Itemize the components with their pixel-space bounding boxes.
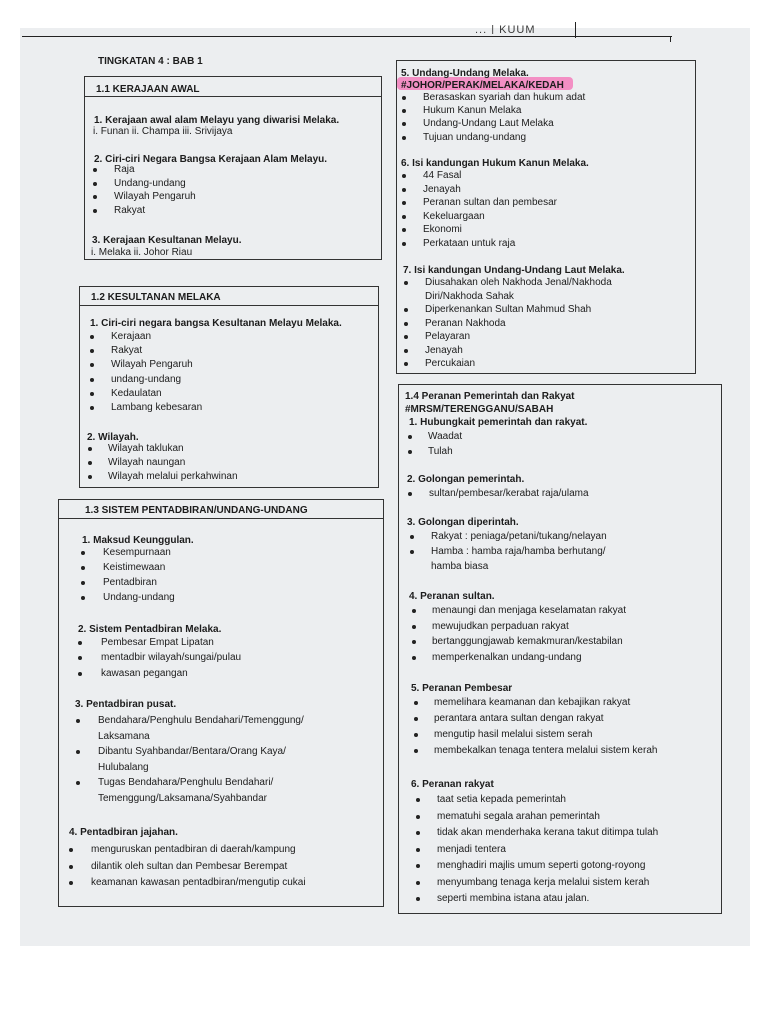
list-item: Peranan Nakhoda bbox=[425, 317, 506, 329]
bullet-dot bbox=[88, 447, 92, 451]
bullet-dot bbox=[78, 641, 82, 645]
list-item: Wilayah taklukan bbox=[108, 443, 184, 454]
bullet-dot bbox=[69, 881, 73, 885]
bullet-dot bbox=[410, 550, 414, 554]
list-item: Perkataan untuk raja bbox=[423, 237, 516, 249]
question-heading: 3. Golongan diperintah. bbox=[407, 517, 519, 528]
section-title: 1.1 KERAJAAN AWAL bbox=[96, 84, 200, 95]
list-item: memperkenalkan undang-undang bbox=[432, 651, 582, 663]
list-item: undang-undang bbox=[111, 373, 182, 385]
page-header: TINGKATAN 4 : BAB 1 bbox=[98, 56, 203, 67]
question-heading: 3. Kerajaan Kesultanan Melayu. bbox=[92, 235, 242, 246]
list-item: keamanan kawasan pentadbiran/mengutip cukai bbox=[91, 877, 306, 888]
list-item: Kekeluargaan bbox=[423, 210, 485, 222]
list-item: menjadi tentera bbox=[437, 843, 506, 855]
bullet-dot bbox=[404, 362, 408, 366]
list-item: dilantik oleh sultan dan Pembesar Berempat bbox=[91, 860, 288, 872]
question-heading: 2. Ciri-ciri Negara Bangsa Kerajaan Alam Melayu. bbox=[94, 154, 328, 165]
question-heading: 5. Peranan Pembesar bbox=[411, 683, 513, 694]
list-item: Wilayah melalui perkahwinan bbox=[108, 471, 238, 483]
list-item: bertanggungjawab kemakmuran/kestabilan bbox=[432, 636, 623, 647]
list-item: mewujudkan perpaduan rakyat bbox=[432, 620, 569, 632]
list-item: seperti membina istana atau jalan. bbox=[437, 893, 590, 904]
bullet-dot bbox=[69, 848, 73, 852]
question-heading: 6. Isi kandungan Hukum Kanun Melaka. bbox=[401, 158, 589, 169]
list-item: sultan/pembesar/kerabat raja/ulama bbox=[429, 488, 589, 499]
list-item: Ekonomi bbox=[423, 224, 462, 235]
bullet-dot bbox=[93, 182, 97, 186]
bullet-dot bbox=[76, 719, 80, 723]
list-item: memelihara keamanan dan kebajikan rakyat bbox=[434, 697, 631, 708]
bullet-dot bbox=[414, 749, 418, 753]
list-item: menaungi dan menjaga keselamatan rakyat bbox=[432, 605, 627, 616]
list-item: Jenayah bbox=[423, 183, 461, 195]
bullet-dot bbox=[402, 215, 406, 219]
bullet-dot bbox=[416, 864, 420, 868]
list-item: Kesempurnaan bbox=[103, 547, 171, 558]
list-item: menguruskan pentadbiran di daerah/kampung bbox=[91, 844, 296, 855]
bullet-dot bbox=[402, 188, 406, 192]
bullet-dot bbox=[402, 228, 406, 232]
question-heading: 1. Maksud Keunggulan. bbox=[82, 535, 194, 546]
list-item: Bendahara/Penghulu Bendahari/Temenggung/ bbox=[98, 715, 304, 726]
bullet-dot bbox=[81, 581, 85, 585]
question-heading: 4. Pentadbiran jajahan. bbox=[69, 827, 178, 838]
list-item: tidak akan menderhaka kerana takut ditimpa tulah bbox=[437, 827, 659, 838]
list-item: mengutip hasil melalui sistem serah bbox=[434, 729, 593, 740]
title-divider bbox=[80, 305, 378, 306]
bullet-dot bbox=[408, 450, 412, 454]
question-heading: 1. Kerajaan awal alam Melayu yang diwarisi Melaka. bbox=[94, 115, 340, 126]
bullet-dot bbox=[408, 435, 412, 439]
bullet-dot bbox=[416, 831, 420, 835]
list-item: Wilayah Pengaruh bbox=[111, 359, 193, 371]
bullet-dot bbox=[404, 281, 408, 285]
list-item: Laksamana bbox=[98, 730, 150, 742]
list-item: membekalkan tenaga tentera melalui sistem kerah bbox=[434, 745, 658, 756]
bullet-dot bbox=[402, 174, 406, 178]
list-item: Waadat bbox=[428, 431, 463, 442]
list-item: Diperkenankan Sultan Mahmud Shah bbox=[425, 304, 592, 315]
list-item: hamba biasa bbox=[431, 561, 489, 572]
bullet-dot bbox=[416, 897, 420, 901]
bullet-dot bbox=[414, 701, 418, 705]
list-item: Peranan sultan dan pembesar bbox=[423, 197, 557, 208]
bullet-dot bbox=[78, 672, 82, 676]
list-item: Rakyat : peniaga/petani/tukang/nelayan bbox=[431, 531, 607, 542]
bullet-dot bbox=[404, 335, 408, 339]
list-item: Pembesar Empat Lipatan bbox=[101, 637, 214, 648]
section-title: 1.4 Peranan Pemerintah dan Rakyat bbox=[405, 391, 575, 402]
list-item: Keistimewaan bbox=[103, 562, 166, 573]
list-item: Temenggung/Laksamana/Syahbandar bbox=[98, 792, 268, 804]
bullet-dot bbox=[404, 322, 408, 326]
bullet-dot bbox=[402, 242, 406, 246]
bullet-dot bbox=[416, 815, 420, 819]
bullet-dot bbox=[76, 781, 80, 785]
list-item: Dibantu Syahbandar/Bentara/Orang Kaya/ bbox=[98, 746, 286, 757]
bullet-dot bbox=[90, 335, 94, 339]
list-item: menyumbang tenaga kerja melalui sistem kerah bbox=[437, 876, 650, 888]
list-item: Kedaulatan bbox=[111, 387, 162, 399]
top-edge-mark bbox=[670, 36, 671, 42]
list-item: Pentadbiran bbox=[103, 577, 157, 588]
bullet-dot bbox=[404, 349, 408, 353]
title-divider bbox=[59, 518, 383, 519]
bullet-dot bbox=[416, 798, 420, 802]
question-heading: 2. Golongan pemerintah. bbox=[407, 474, 525, 485]
list-item: 44 Fasal bbox=[423, 170, 462, 181]
list-item: Wilayah naungan bbox=[108, 457, 186, 469]
bullet-dot bbox=[416, 848, 420, 852]
list-item: perantara antara sultan dengan rakyat bbox=[434, 713, 604, 724]
question-heading: 1. Ciri-ciri negara bangsa Kesultanan Melayu Melaka. bbox=[90, 318, 342, 329]
bullet-dot bbox=[412, 625, 416, 629]
exam-tag: #MRSM/TERENGGANU/SABAH bbox=[405, 404, 554, 415]
bullet-dot bbox=[93, 209, 97, 213]
question-heading: 7. Isi kandungan Undang-Undang Laut Melaka. bbox=[403, 265, 625, 276]
question-heading: 2. Wilayah. bbox=[87, 432, 139, 443]
bullet-dot bbox=[412, 656, 416, 660]
top-fragment: ... | KUUM bbox=[475, 24, 536, 34]
list-item: Undang-Undang Laut Melaka bbox=[423, 118, 554, 130]
bullet-dot bbox=[69, 865, 73, 869]
list-item: Hukum Kanun Melaka bbox=[423, 105, 522, 117]
list-item: mentadbir wilayah/sungai/pulau bbox=[101, 652, 242, 664]
bullet-dot bbox=[93, 168, 97, 172]
section-title: 1.2 KESULTANAN MELAKA bbox=[91, 292, 221, 303]
list-item: Tugas Bendahara/Penghulu Bendahari/ bbox=[98, 777, 274, 788]
question-heading: 5. Undang-Undang Melaka. bbox=[401, 68, 529, 79]
question-heading: 6. Peranan rakyat bbox=[411, 779, 494, 790]
bullet-dot bbox=[93, 195, 97, 199]
list-item: Hamba : hamba raja/hamba berhutang/ bbox=[431, 546, 606, 557]
list-item: Berasaskan syariah dan hukum adat bbox=[423, 92, 586, 103]
list-item: Percukaian bbox=[425, 358, 476, 369]
bullet-dot bbox=[81, 566, 85, 570]
list-item: Tujuan undang-undang bbox=[423, 131, 527, 143]
list-item: taat setia kepada pemerintah bbox=[437, 794, 566, 805]
bullet-dot bbox=[402, 201, 406, 205]
list-item: Lambang kebesaran bbox=[111, 402, 203, 413]
bullet-dot bbox=[412, 609, 416, 613]
list-item: Pelayaran bbox=[425, 331, 471, 342]
list-item: Raja bbox=[114, 164, 135, 175]
section-title: 1.3 SISTEM PENTADBIRAN/UNDANG-UNDANG bbox=[85, 505, 308, 516]
list-item: Rakyat bbox=[114, 204, 146, 216]
bullet-dot bbox=[412, 640, 416, 644]
list-item: Wilayah Pengaruh bbox=[114, 191, 196, 202]
bullet-dot bbox=[404, 308, 408, 312]
list-item: Tulah bbox=[428, 445, 453, 457]
answer-text: i. Melaka ii. Johor Riau bbox=[91, 247, 193, 258]
title-divider bbox=[85, 96, 381, 97]
bullet-dot bbox=[410, 535, 414, 539]
list-item: Rakyat bbox=[111, 345, 143, 357]
list-item: kawasan pegangan bbox=[101, 667, 188, 679]
list-item: Jenayah bbox=[425, 344, 463, 356]
list-item: Undang-undang bbox=[114, 177, 186, 189]
bullet-dot bbox=[81, 551, 85, 555]
list-item: mematuhi segala arahan pemerintah bbox=[437, 810, 600, 822]
question-heading: 2. Sistem Pentadbiran Melaka. bbox=[78, 624, 222, 635]
list-item: menghadiri majlis umum seperti gotong-royong bbox=[437, 860, 646, 871]
bullet-dot bbox=[402, 96, 406, 100]
answer-text: i. Funan ii. Champa iii. Srivijaya bbox=[93, 126, 233, 137]
question-heading: 4. Peranan sultan. bbox=[409, 591, 495, 602]
bullet-dot bbox=[90, 406, 94, 410]
question-heading: 3. Pentadbiran pusat. bbox=[75, 699, 177, 710]
list-item: Hulubalang bbox=[98, 761, 149, 773]
bullet-dot bbox=[416, 881, 420, 885]
bullet-dot bbox=[76, 750, 80, 754]
list-item: Diri/Nakhoda Sahak bbox=[425, 290, 514, 302]
bullet-dot bbox=[81, 596, 85, 600]
bullet-dot bbox=[90, 392, 94, 396]
bullet-dot bbox=[414, 717, 418, 721]
bullet-dot bbox=[90, 378, 94, 382]
list-item: Undang-undang bbox=[103, 592, 175, 603]
list-item: Kerajaan bbox=[111, 331, 152, 342]
bullet-dot bbox=[408, 492, 412, 496]
bullet-dot bbox=[414, 733, 418, 737]
exam-tag: #JOHOR/PERAK/MELAKA/KEDAH bbox=[401, 80, 564, 91]
question-heading: 1. Hubungkait pemerintah dan rakyat. bbox=[409, 417, 588, 428]
bullet-dot bbox=[402, 136, 406, 140]
list-item: Diusahakan oleh Nakhoda Jenal/Nakhoda bbox=[425, 277, 612, 288]
